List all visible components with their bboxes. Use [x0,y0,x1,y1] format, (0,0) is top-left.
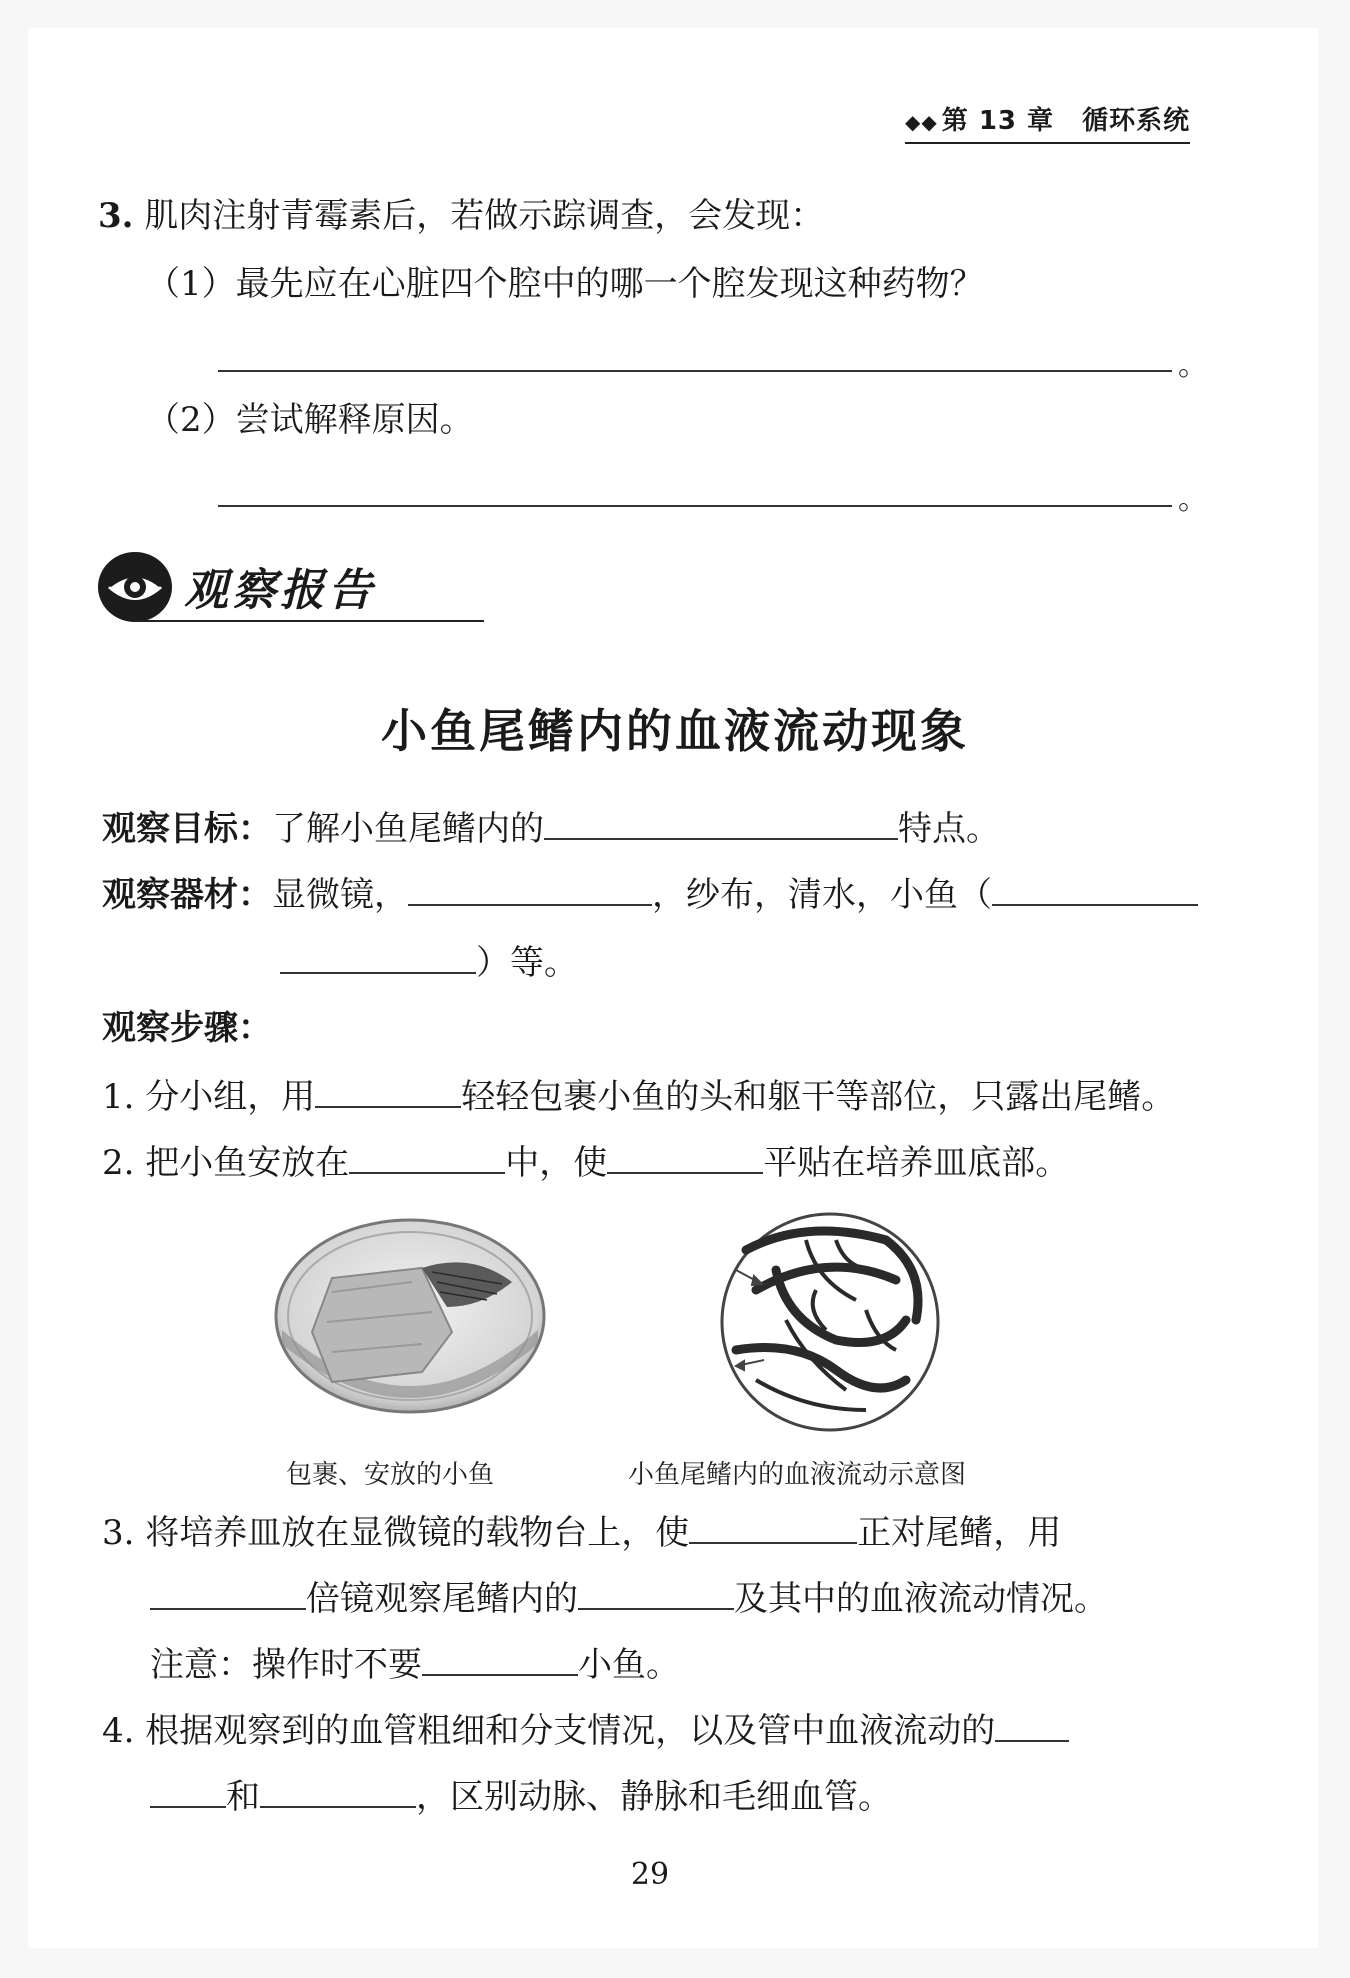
step-2 [102,1138,1069,1185]
question-3 [98,194,824,238]
step-2-blank-2[interactable] [607,1138,763,1174]
step-3-text-a: 3. 将培养皿放在显微镜的载物台上，使 [102,1513,690,1553]
diamond-icon: ◆◆ [905,110,938,134]
step-2-text-b: 中，使 [505,1143,608,1183]
step-4-blank-2[interactable] [260,1772,416,1808]
chapter-number: 第 13 章 [941,106,1055,136]
step-4-blank-1-cont[interactable] [150,1772,226,1808]
page-number [600,1857,700,1892]
step-3-text-c: 倍镜观察尾鳍内的 [306,1579,578,1619]
materials-blank-2[interactable] [992,870,1198,906]
report-title: 小鱼尾鳍内的血液流动现象 [381,704,969,758]
goal-label: 观察目标： [102,809,272,849]
step-4 [102,1706,1069,1753]
step-2-blank-1[interactable] [349,1138,505,1174]
note-blank[interactable] [422,1640,578,1676]
step-3-text-d: 及其中的血液流动情况。 [734,1579,1108,1619]
figure-caption-1: 包裹、安放的小鱼 [286,1460,495,1490]
materials-text-a: 显微镜， [272,875,408,915]
blood-flow-figure [716,1210,944,1434]
step-4-text-b: 和 [226,1777,260,1817]
question-number: 3. [98,196,134,236]
materials-line-2 [280,938,578,985]
petri-dish-figure [272,1212,548,1434]
section-badge [98,548,394,626]
figure-caption-2: 小鱼尾鳍内的血液流动示意图 [628,1460,967,1490]
eye-icon [98,552,172,622]
materials-text-b: ，纱布，清水，小鱼（ [652,875,992,915]
step-3-text-b: 正对尾鳍，用 [857,1513,1062,1553]
step-4-cont [150,1772,892,1819]
goal-line [102,804,1000,851]
period-mark: 。 [1178,348,1208,383]
step-3-blank-2[interactable] [150,1574,306,1610]
materials-text-c: ）等。 [476,943,578,983]
step-2-text-c: 平贴在培养皿底部。 [763,1143,1070,1183]
chapter-header [905,100,1190,144]
subquestion-2: （2）尝试解释原因。 [146,400,474,440]
answer-blank-2[interactable] [218,505,1172,507]
subquestion-1: （1）最先应在心脏四个腔中的哪一个腔发现这种药物？ [146,264,984,304]
step-3-blank-1[interactable] [689,1508,857,1544]
step-1 [102,1072,1175,1119]
goal-blank[interactable] [544,804,898,840]
step-1-blank[interactable] [315,1072,461,1108]
period-mark: 。 [1178,482,1208,517]
note-text-a: 注意：操作时不要 [150,1645,422,1685]
materials-line [102,870,1198,917]
step-4-text-a: 4. 根据观察到的血管粗细和分支情况，以及管中血液流动的 [102,1711,996,1751]
section-title: 观察报告 [184,565,376,616]
step-3-cont [150,1574,1108,1621]
materials-label: 观察器材： [102,875,272,915]
step-3-blank-3[interactable] [578,1574,734,1610]
goal-text-b: 特点。 [898,809,1000,849]
step-4-text-c: ，区别动脉、静脉和毛细血管。 [416,1777,892,1817]
steps-label: 观察步骤： [102,1008,272,1048]
step-4-blank-1[interactable] [995,1706,1069,1742]
question-stem: 肌肉注射青霉素后，若做示踪调查，会发现： [144,196,825,236]
materials-blank-2-cont[interactable] [280,938,476,974]
section-underline [138,620,484,622]
step-2-text-a: 2. 把小鱼安放在 [102,1143,350,1183]
step-1-text-b: 轻轻包裹小鱼的头和躯干等部位，只露出尾鳍。 [461,1077,1176,1117]
step-3 [102,1508,1061,1555]
answer-blank-1[interactable] [218,370,1172,372]
materials-blank-1[interactable] [408,870,652,906]
step-3-note [150,1640,680,1687]
chapter-title: 循环系统 [1082,106,1191,136]
page-number-text: 29 [630,1857,670,1892]
note-text-b: 小鱼。 [578,1645,680,1685]
step-1-text-a: 1. 分小组，用 [102,1077,316,1117]
goal-text-a: 了解小鱼尾鳍内的 [272,809,544,849]
